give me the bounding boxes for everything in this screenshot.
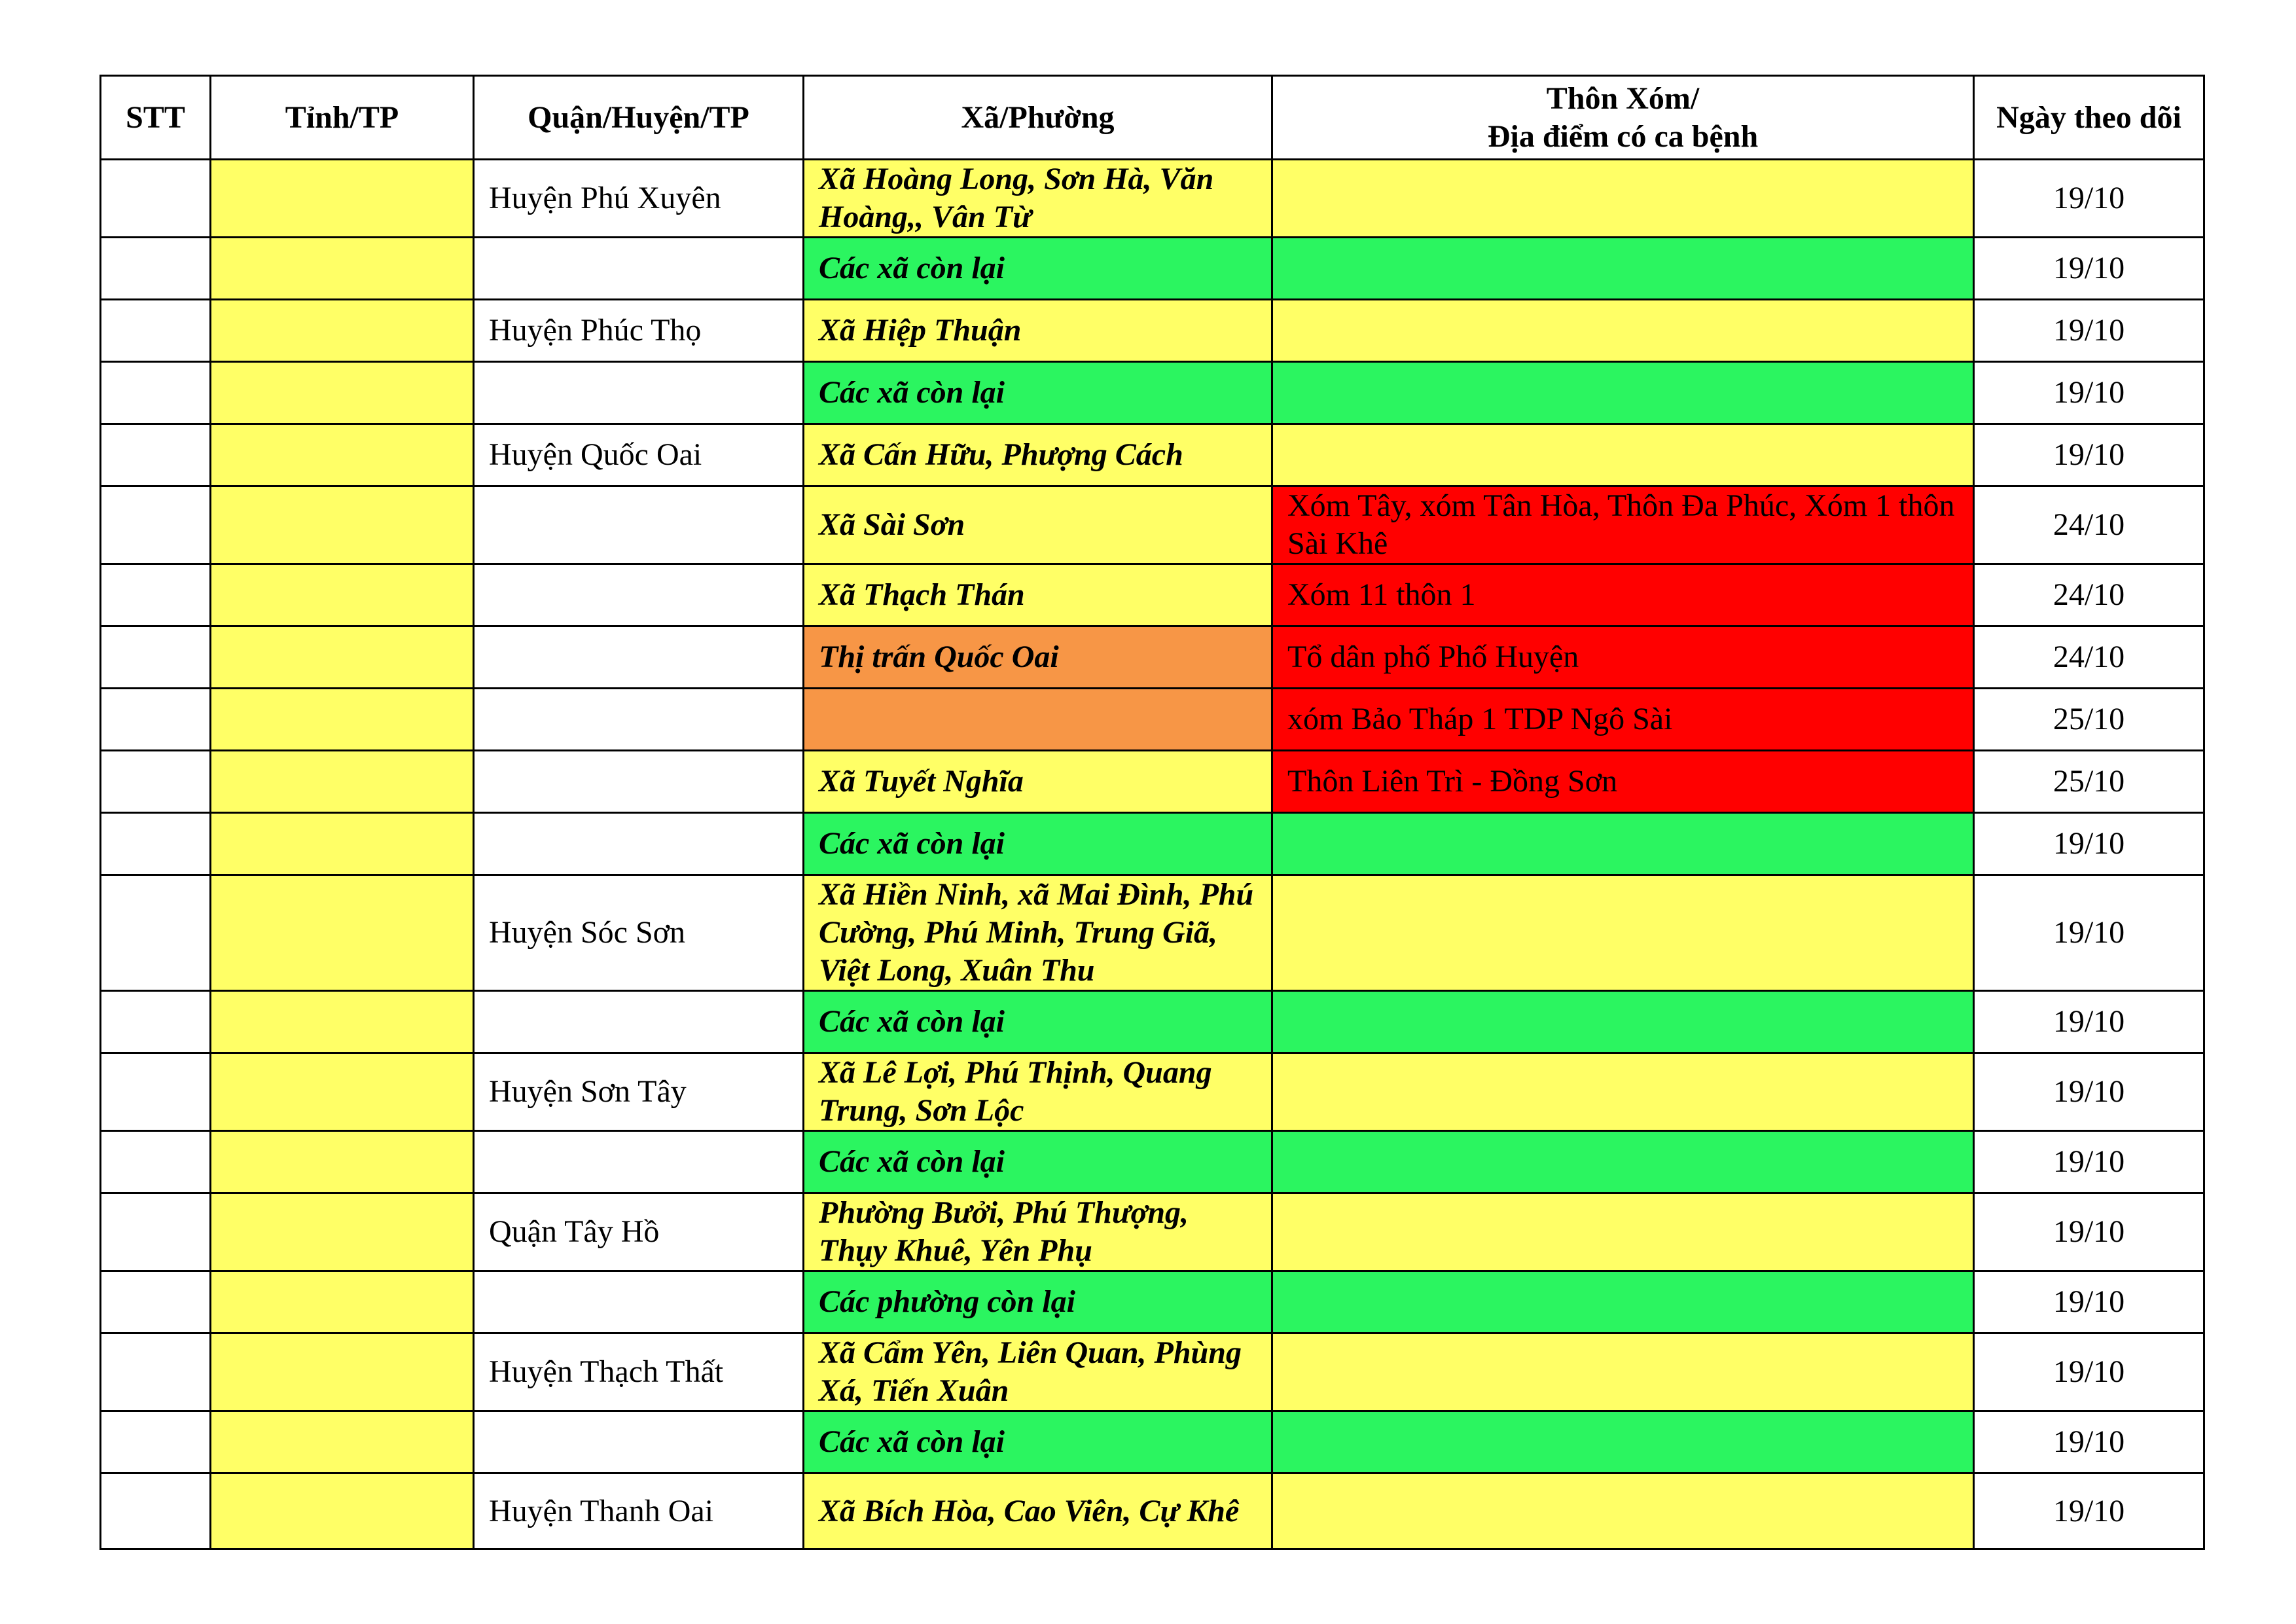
cell-province xyxy=(211,626,474,689)
cell-province xyxy=(211,160,474,238)
table-row xyxy=(101,1053,2204,1131)
cell-ward: Các xã còn lại xyxy=(804,1411,1272,1473)
cell-province xyxy=(211,689,474,751)
cell-location xyxy=(1272,424,1974,486)
cell-ward: Xã Cẩm Yên, Liên Quan, Phùng Xá, Tiến Xuân xyxy=(804,1333,1272,1411)
cell-date: 19/10 xyxy=(1974,813,2204,875)
cell-district xyxy=(474,1271,804,1333)
cell-district: Quận Tây Hồ xyxy=(474,1193,804,1271)
cell-stt xyxy=(101,486,211,564)
table-row xyxy=(101,1271,2204,1333)
cell-province xyxy=(211,424,474,486)
cell-district xyxy=(474,991,804,1053)
header-date: Ngày theo dõi xyxy=(1974,76,2204,160)
cell-ward: Xã Cấn Hữu, Phượng Cách xyxy=(804,424,1272,486)
cell-date: 19/10 xyxy=(1974,1333,2204,1411)
cell-province xyxy=(211,300,474,362)
cell-ward xyxy=(804,689,1272,751)
cell-province xyxy=(211,1271,474,1333)
cell-stt xyxy=(101,1271,211,1333)
cell-location xyxy=(1272,1411,1974,1473)
cell-location xyxy=(1272,1053,1974,1131)
cell-province xyxy=(211,238,474,300)
cell-date: 19/10 xyxy=(1974,362,2204,424)
cell-province xyxy=(211,1193,474,1271)
cell-ward: Các xã còn lại xyxy=(804,362,1272,424)
cell-province xyxy=(211,991,474,1053)
cell-district xyxy=(474,238,804,300)
cell-ward: Thị trấn Quốc Oai xyxy=(804,626,1272,689)
cell-ward: Xã Bích Hòa, Cao Viên, Cự Khê xyxy=(804,1473,1272,1549)
cell-location xyxy=(1272,1333,1974,1411)
cell-location: Thôn Liên Trì - Đồng Sơn xyxy=(1272,751,1974,813)
cell-district: Huyện Thanh Oai xyxy=(474,1473,804,1549)
cell-stt xyxy=(101,751,211,813)
table-row xyxy=(101,238,2204,300)
cell-ward: Xã Hoàng Long, Sơn Hà, Văn Hoàng,, Vân Từ xyxy=(804,160,1272,238)
cell-district xyxy=(474,626,804,689)
cell-stt xyxy=(101,626,211,689)
cell-date: 19/10 xyxy=(1974,424,2204,486)
cell-date: 19/10 xyxy=(1974,1411,2204,1473)
cell-location xyxy=(1272,300,1974,362)
table-row xyxy=(101,751,2204,813)
table-row xyxy=(101,813,2204,875)
table-row xyxy=(101,160,2204,238)
cell-stt xyxy=(101,564,211,626)
cell-ward: Phường Bưởi, Phú Thượng, Thụy Khuê, Yên Phụ xyxy=(804,1193,1272,1271)
cell-province xyxy=(211,813,474,875)
cell-stt xyxy=(101,813,211,875)
cell-stt xyxy=(101,1053,211,1131)
cell-date: 25/10 xyxy=(1974,751,2204,813)
cell-date: 19/10 xyxy=(1974,875,2204,991)
cell-date: 24/10 xyxy=(1974,626,2204,689)
cell-date: 19/10 xyxy=(1974,1473,2204,1549)
cell-district: Huyện Thạch Thất xyxy=(474,1333,804,1411)
cell-stt xyxy=(101,238,211,300)
cell-date: 19/10 xyxy=(1974,1053,2204,1131)
cell-location xyxy=(1272,1193,1974,1271)
cell-location xyxy=(1272,1473,1974,1549)
cell-district xyxy=(474,689,804,751)
cell-stt xyxy=(101,875,211,991)
cell-location: Tổ dân phố Phố Huyện xyxy=(1272,626,1974,689)
cell-date: 19/10 xyxy=(1974,991,2204,1053)
cell-location xyxy=(1272,991,1974,1053)
cell-date: 25/10 xyxy=(1974,689,2204,751)
cell-district xyxy=(474,751,804,813)
cell-location xyxy=(1272,813,1974,875)
cell-district xyxy=(474,564,804,626)
table-body xyxy=(101,160,2204,1549)
table-header-row xyxy=(101,76,2204,160)
cell-district xyxy=(474,362,804,424)
cell-stt xyxy=(101,991,211,1053)
cell-province xyxy=(211,1131,474,1193)
cell-province xyxy=(211,486,474,564)
cell-date: 19/10 xyxy=(1974,1131,2204,1193)
table-row xyxy=(101,1193,2204,1271)
cell-province xyxy=(211,1411,474,1473)
cell-province xyxy=(211,1473,474,1549)
table-row xyxy=(101,689,2204,751)
cell-province xyxy=(211,1053,474,1131)
table-row xyxy=(101,875,2204,991)
table-row xyxy=(101,362,2204,424)
cell-stt xyxy=(101,300,211,362)
cell-district: Huyện Sơn Tây xyxy=(474,1053,804,1131)
cell-location: Xóm 11 thôn 1 xyxy=(1272,564,1974,626)
cell-province xyxy=(211,362,474,424)
risk-zone-table xyxy=(99,75,2205,1550)
cell-location xyxy=(1272,362,1974,424)
table-row xyxy=(101,1333,2204,1411)
cell-district xyxy=(474,486,804,564)
cell-ward: Các phường còn lại xyxy=(804,1271,1272,1333)
cell-district xyxy=(474,1131,804,1193)
cell-ward: Xã Hiền Ninh, xã Mai Đình, Phú Cường, Phú Minh, Trung Giã, Việt Long, Xuân Thu xyxy=(804,875,1272,991)
cell-stt xyxy=(101,362,211,424)
table-row xyxy=(101,1131,2204,1193)
cell-location xyxy=(1272,238,1974,300)
cell-ward: Xã Hiệp Thuận xyxy=(804,300,1272,362)
cell-location xyxy=(1272,875,1974,991)
cell-location xyxy=(1272,160,1974,238)
header-district: Quận/Huyện/TP xyxy=(474,76,804,160)
table-row xyxy=(101,424,2204,486)
table-row xyxy=(101,564,2204,626)
cell-ward: Các xã còn lại xyxy=(804,238,1272,300)
header-location xyxy=(1272,76,1974,160)
cell-stt xyxy=(101,1473,211,1549)
table-row xyxy=(101,1411,2204,1473)
cell-location xyxy=(1272,1131,1974,1193)
cell-stt xyxy=(101,1333,211,1411)
header-ward: Xã/Phường xyxy=(804,76,1272,160)
cell-date: 19/10 xyxy=(1974,300,2204,362)
cell-ward: Các xã còn lại xyxy=(804,991,1272,1053)
cell-district: Huyện Quốc Oai xyxy=(474,424,804,486)
cell-ward: Xã Tuyết Nghĩa xyxy=(804,751,1272,813)
cell-date: 19/10 xyxy=(1974,160,2204,238)
cell-stt xyxy=(101,160,211,238)
cell-district: Huyện Phúc Thọ xyxy=(474,300,804,362)
header-location-line2: Địa điểm có ca bệnh xyxy=(1487,118,1759,154)
cell-province xyxy=(211,1333,474,1411)
cell-province xyxy=(211,875,474,991)
cell-location: Xóm Tây, xóm Tân Hòa, Thôn Đa Phúc, Xóm 1 thôn Sài Khê xyxy=(1272,486,1974,564)
cell-district xyxy=(474,813,804,875)
cell-location xyxy=(1272,1271,1974,1333)
cell-ward: Các xã còn lại xyxy=(804,813,1272,875)
cell-date: 24/10 xyxy=(1974,486,2204,564)
cell-ward: Xã Lê Lợi, Phú Thịnh, Quang Trung, Sơn Lộc xyxy=(804,1053,1272,1131)
table-row xyxy=(101,486,2204,564)
cell-province xyxy=(211,564,474,626)
table-row xyxy=(101,626,2204,689)
cell-date: 19/10 xyxy=(1974,238,2204,300)
cell-location: xóm Bảo Tháp 1 TDP Ngô Sài xyxy=(1272,689,1974,751)
cell-date: 19/10 xyxy=(1974,1193,2204,1271)
cell-ward: Xã Sài Sơn xyxy=(804,486,1272,564)
cell-district xyxy=(474,1411,804,1473)
header-location-line1: Thôn Xóm/ xyxy=(1546,81,1700,116)
cell-ward: Xã Thạch Thán xyxy=(804,564,1272,626)
cell-stt xyxy=(101,1411,211,1473)
cell-date: 24/10 xyxy=(1974,564,2204,626)
header-province: Tỉnh/TP xyxy=(211,76,474,160)
cell-ward: Các xã còn lại xyxy=(804,1131,1272,1193)
table-row xyxy=(101,991,2204,1053)
table-row xyxy=(101,1473,2204,1549)
cell-stt xyxy=(101,1131,211,1193)
table-row xyxy=(101,300,2204,362)
cell-stt xyxy=(101,689,211,751)
cell-province xyxy=(211,751,474,813)
cell-district: Huyện Sóc Sơn xyxy=(474,875,804,991)
cell-district: Huyện Phú Xuyên xyxy=(474,160,804,238)
cell-stt xyxy=(101,424,211,486)
header-stt: STT xyxy=(101,76,211,160)
cell-date: 19/10 xyxy=(1974,1271,2204,1333)
cell-stt xyxy=(101,1193,211,1271)
